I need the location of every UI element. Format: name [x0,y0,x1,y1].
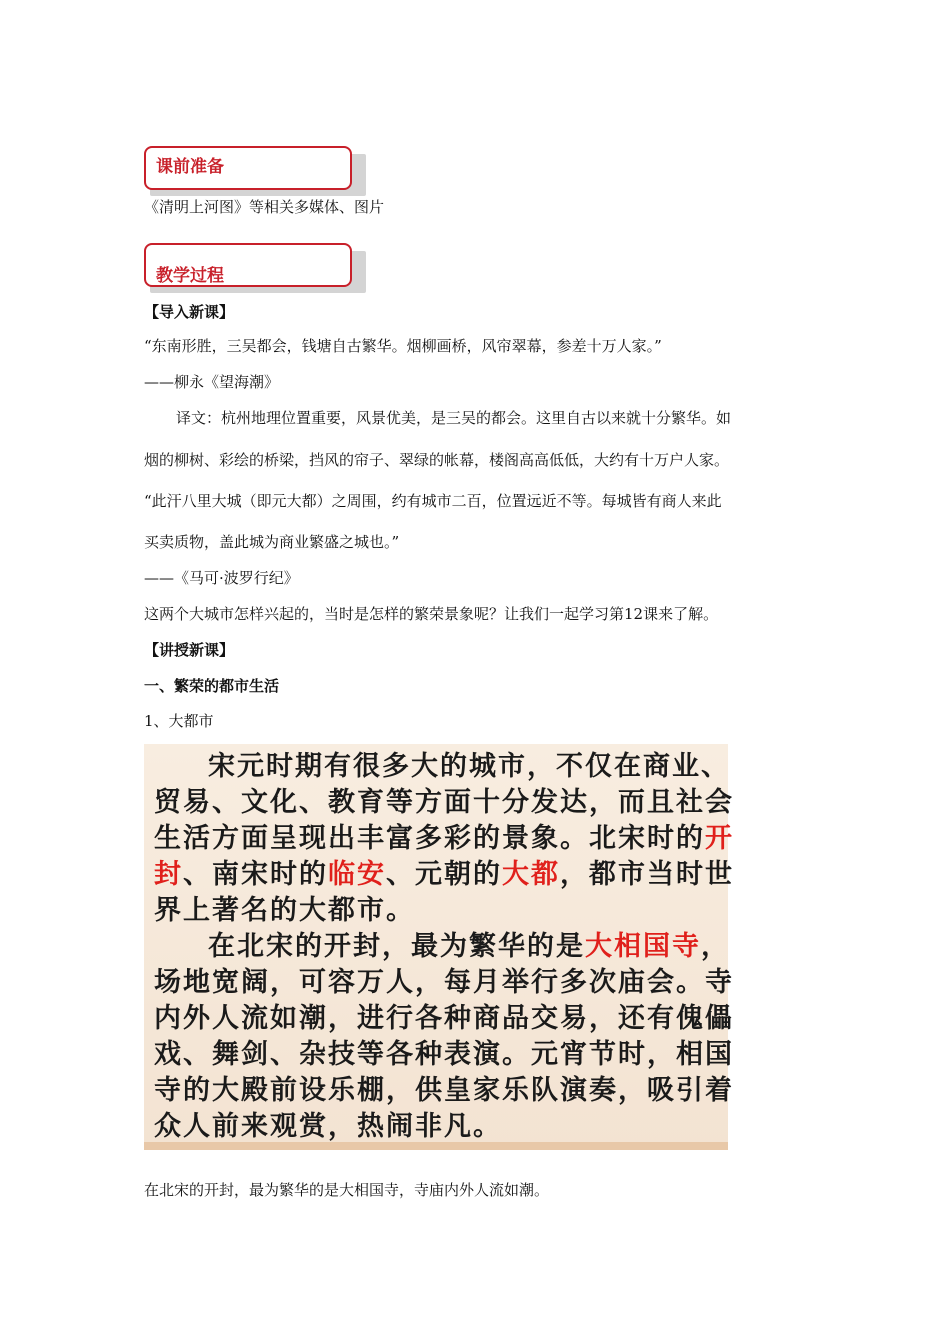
quote-line-2: 买卖质物，盖此城为商业繁盛之城也。” [144,533,400,551]
question-text: 这两个大城市怎样兴起的，当时是怎样的繁荣景象呢？让我们一起学习第12课来了解。 [144,605,719,623]
image-text-line: 内外人流如潮，进行各种商品交易，还有傀儡 [154,1003,734,1034]
image-text-segment: 在北宋的开封，最为繁华的是 [208,931,585,962]
process-title: 教学过程 [156,266,224,286]
translation-line-1: 译文：杭州地理位置重要，风景优美，是三吴的都会。这里自古以来就十分繁华。如 [176,409,732,427]
slide-image [144,744,734,1150]
lesson-heading: 【讲授新课】 [144,641,235,659]
image-text-line [154,824,734,854]
highlight-dadu: 大都 [502,859,560,890]
quote-line-1: “此汗八里大城（即元大都）之周围，约有城市二百，位置远近不等。每城皆有商人来此 [144,492,722,510]
image-text-line: 界上著名的大都市。 [154,895,415,926]
section-header-process [144,243,350,285]
image-bottom-bar [144,1142,728,1150]
highlight-kaifeng: 封 [154,859,183,890]
image-text-line [154,860,734,890]
image-text-segment: ，都市当时世 [560,859,734,890]
image-text-segment: 、元朝的 [386,859,502,890]
highlight-kaifeng: 开 [705,823,734,854]
poem-text: “东南形胜，三吴都会，钱塘自古繁华。烟柳画桥，风帘翠幕，参差十万人家。” [144,337,662,355]
section-1-title: 一、繁荣的都市生活 [144,677,280,695]
prep-title: 课前准备 [156,157,224,177]
subsection-1-title: 1、大都市 [144,712,214,730]
image-text-segment: ， [701,931,730,962]
image-text-segment: 生活方面呈现出丰富多彩的景象。北宋时的 [154,823,705,854]
image-text-line: 戏、舞剑、杂技等各种表演。元宵节时，相国 [154,1039,734,1070]
image-text-line: 寺的大殿前设乐棚，供皇家乐队演奏，吸引着 [154,1075,734,1106]
highlight-daxiangguosi: 大相国寺 [585,931,701,962]
section-header-prep [144,146,350,188]
highlight-linan: 临安 [328,859,386,890]
image-text-line: 贸易、文化、教育等方面十分发达，而且社会 [154,787,734,818]
image-text-line [208,932,730,962]
image-text-line: 场地宽阔，可容万人，每月举行多次庙会。寺 [154,967,734,998]
image-text-line: 众人前来观赏，热闹非凡。 [154,1111,502,1142]
intro-heading: 【导入新课】 [144,303,235,321]
image-text-segment: 、南宋时的 [183,859,328,890]
poem-source: ——柳永《望海潮》 [144,373,280,391]
quote-source: ——《马可·波罗行纪》 [144,569,299,587]
image-text-line: 宋元时期有很多大的城市，不仅在商业、 [208,751,730,782]
prep-text: 《清明上河图》等相关多媒体、图片 [144,198,385,216]
image-caption: 在北宋的开封，最为繁华的是大相国寺，寺庙内外人流如潮。 [144,1181,550,1199]
translation-line-2: 烟的柳树、彩绘的桥梁，挡风的帘子、翠绿的帐幕，楼阁高高低低，大约有十万户人家。 [144,451,730,469]
